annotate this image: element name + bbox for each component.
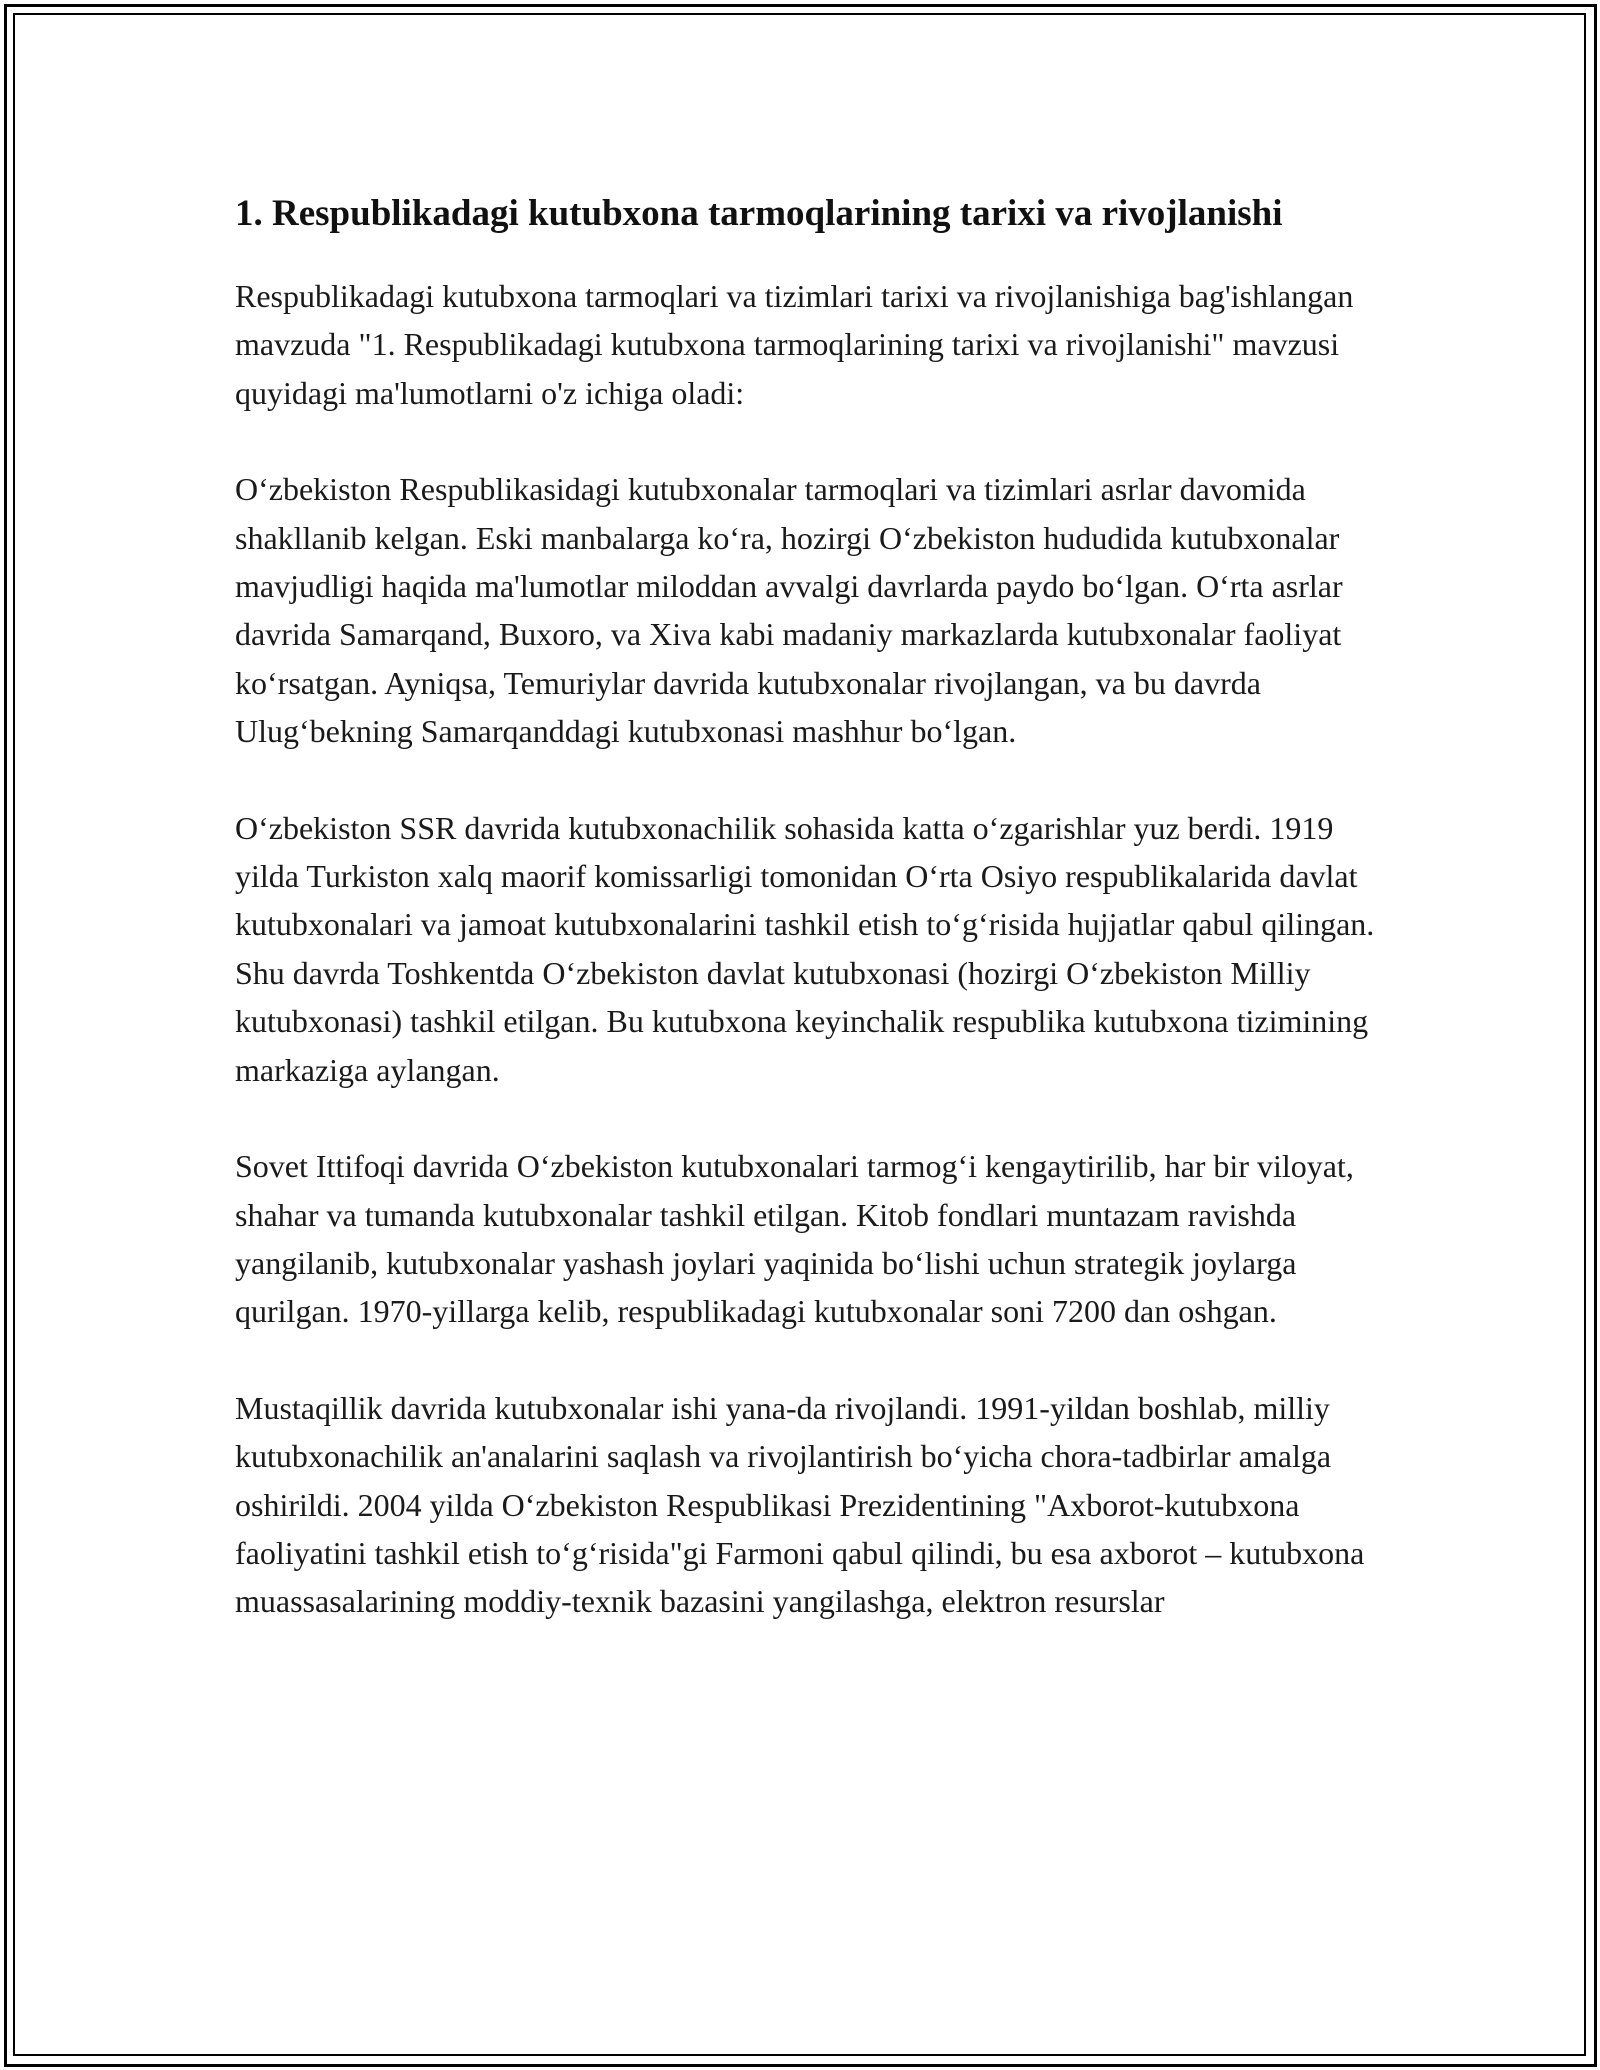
paragraph-intro: Respublikadagi kutubxona tarmoqlari va tizimlari tarixi va rivojlanishiga bag'ishlangan mavzuda "1. Respublikadagi kutubxona tarmoqlarining tarixi va rivojlanishi" mavzusi quyidagi ma'lumotlarni o'z ichiga oladi: (235, 278, 1354, 411)
paragraph-ssr-period: Oʻzbekiston SSR davrida kutubxonachilik sohasida katta oʻzgarishlar yuz berdi. 1919 yilda Turkiston xalq maorif komissarligi tomonidan Oʻrta Osiyo respublikalarida davlat kutubxonalari va jamoat kutubxonalarini tashkil etish toʻgʻrisida hujjatlar qabul qilingan. Shu davrda Toshkentda Oʻzbekiston davlat kutubxonasi (hozirgi Oʻzbekiston Milliy kutubxonasi) tashkil etilgan. Bu kutubxona keyinchalik respublika kutubxona tizimining markaziga aylangan. (235, 809, 1375, 1088)
paragraph-independence-period: Mustaqillik davrida kutubxonalar ishi yana-da rivojlandi. 1991-yildan boshlab, milliy kutubxonachilik an'analarini saqlash va rivojlantirish boʻyicha chora-tadbirlar amalga oshirildi. 2004 yilda Oʻzbekiston Respublikasi Prezidentining "Axborot-kutubxona faoliyatini tashkil etish toʻgʻrisida"gi Farmoni qabul qilindi, bu esa axborot – kutubxona muassasalarining moddiy-texnik bazasini yangilashga, elektron resurslar (235, 1389, 1365, 1620)
document-title: 1. Respublikadagi kutubxona tarmoqlarining tarixi va rivojlanishi (235, 193, 1283, 234)
paragraph-soviet-period: Sovet Ittifoqi davrida Oʻzbekiston kutubxonalari tarmogʻi kengaytirilib, har bir viloyat, shahar va tumanda kutubxonalar tashkil etilgan. Kitob fondlari muntazam ravishda yangilanib, kutubxonalar yashash joylari yaqinida boʻlishi uchun strategik joylarga qurilgan. 1970-yillarga kelib, respublikadagi kutubxonalar soni 7200 dan oshgan. (235, 1148, 1354, 1330)
paragraph-ancient-history: Oʻzbekiston Respublikasidagi kutubxonalar tarmoqlari va tizimlari asrlar davomida shakllanib kelgan. Eski manbalarga koʻra, hozirgi Oʻzbekiston hududida kutubxonalar mavjudligi haqida ma'lumotlar miloddan avvalgi davrlarda paydo boʻlgan. Oʻrta asrlar davrida Samarqand, Buxoro, va Xiva kabi madaniy markazlarda kutubxonalar faoliyat koʻrsatgan. Ayniqsa, Temuriylar davrida kutubxonalar rivojlangan, va bu davrda Ulugʻbekning Samarqanddagi kutubxonasi mashhur boʻlgan. (235, 471, 1343, 750)
document-body (235, 186, 1375, 1674)
